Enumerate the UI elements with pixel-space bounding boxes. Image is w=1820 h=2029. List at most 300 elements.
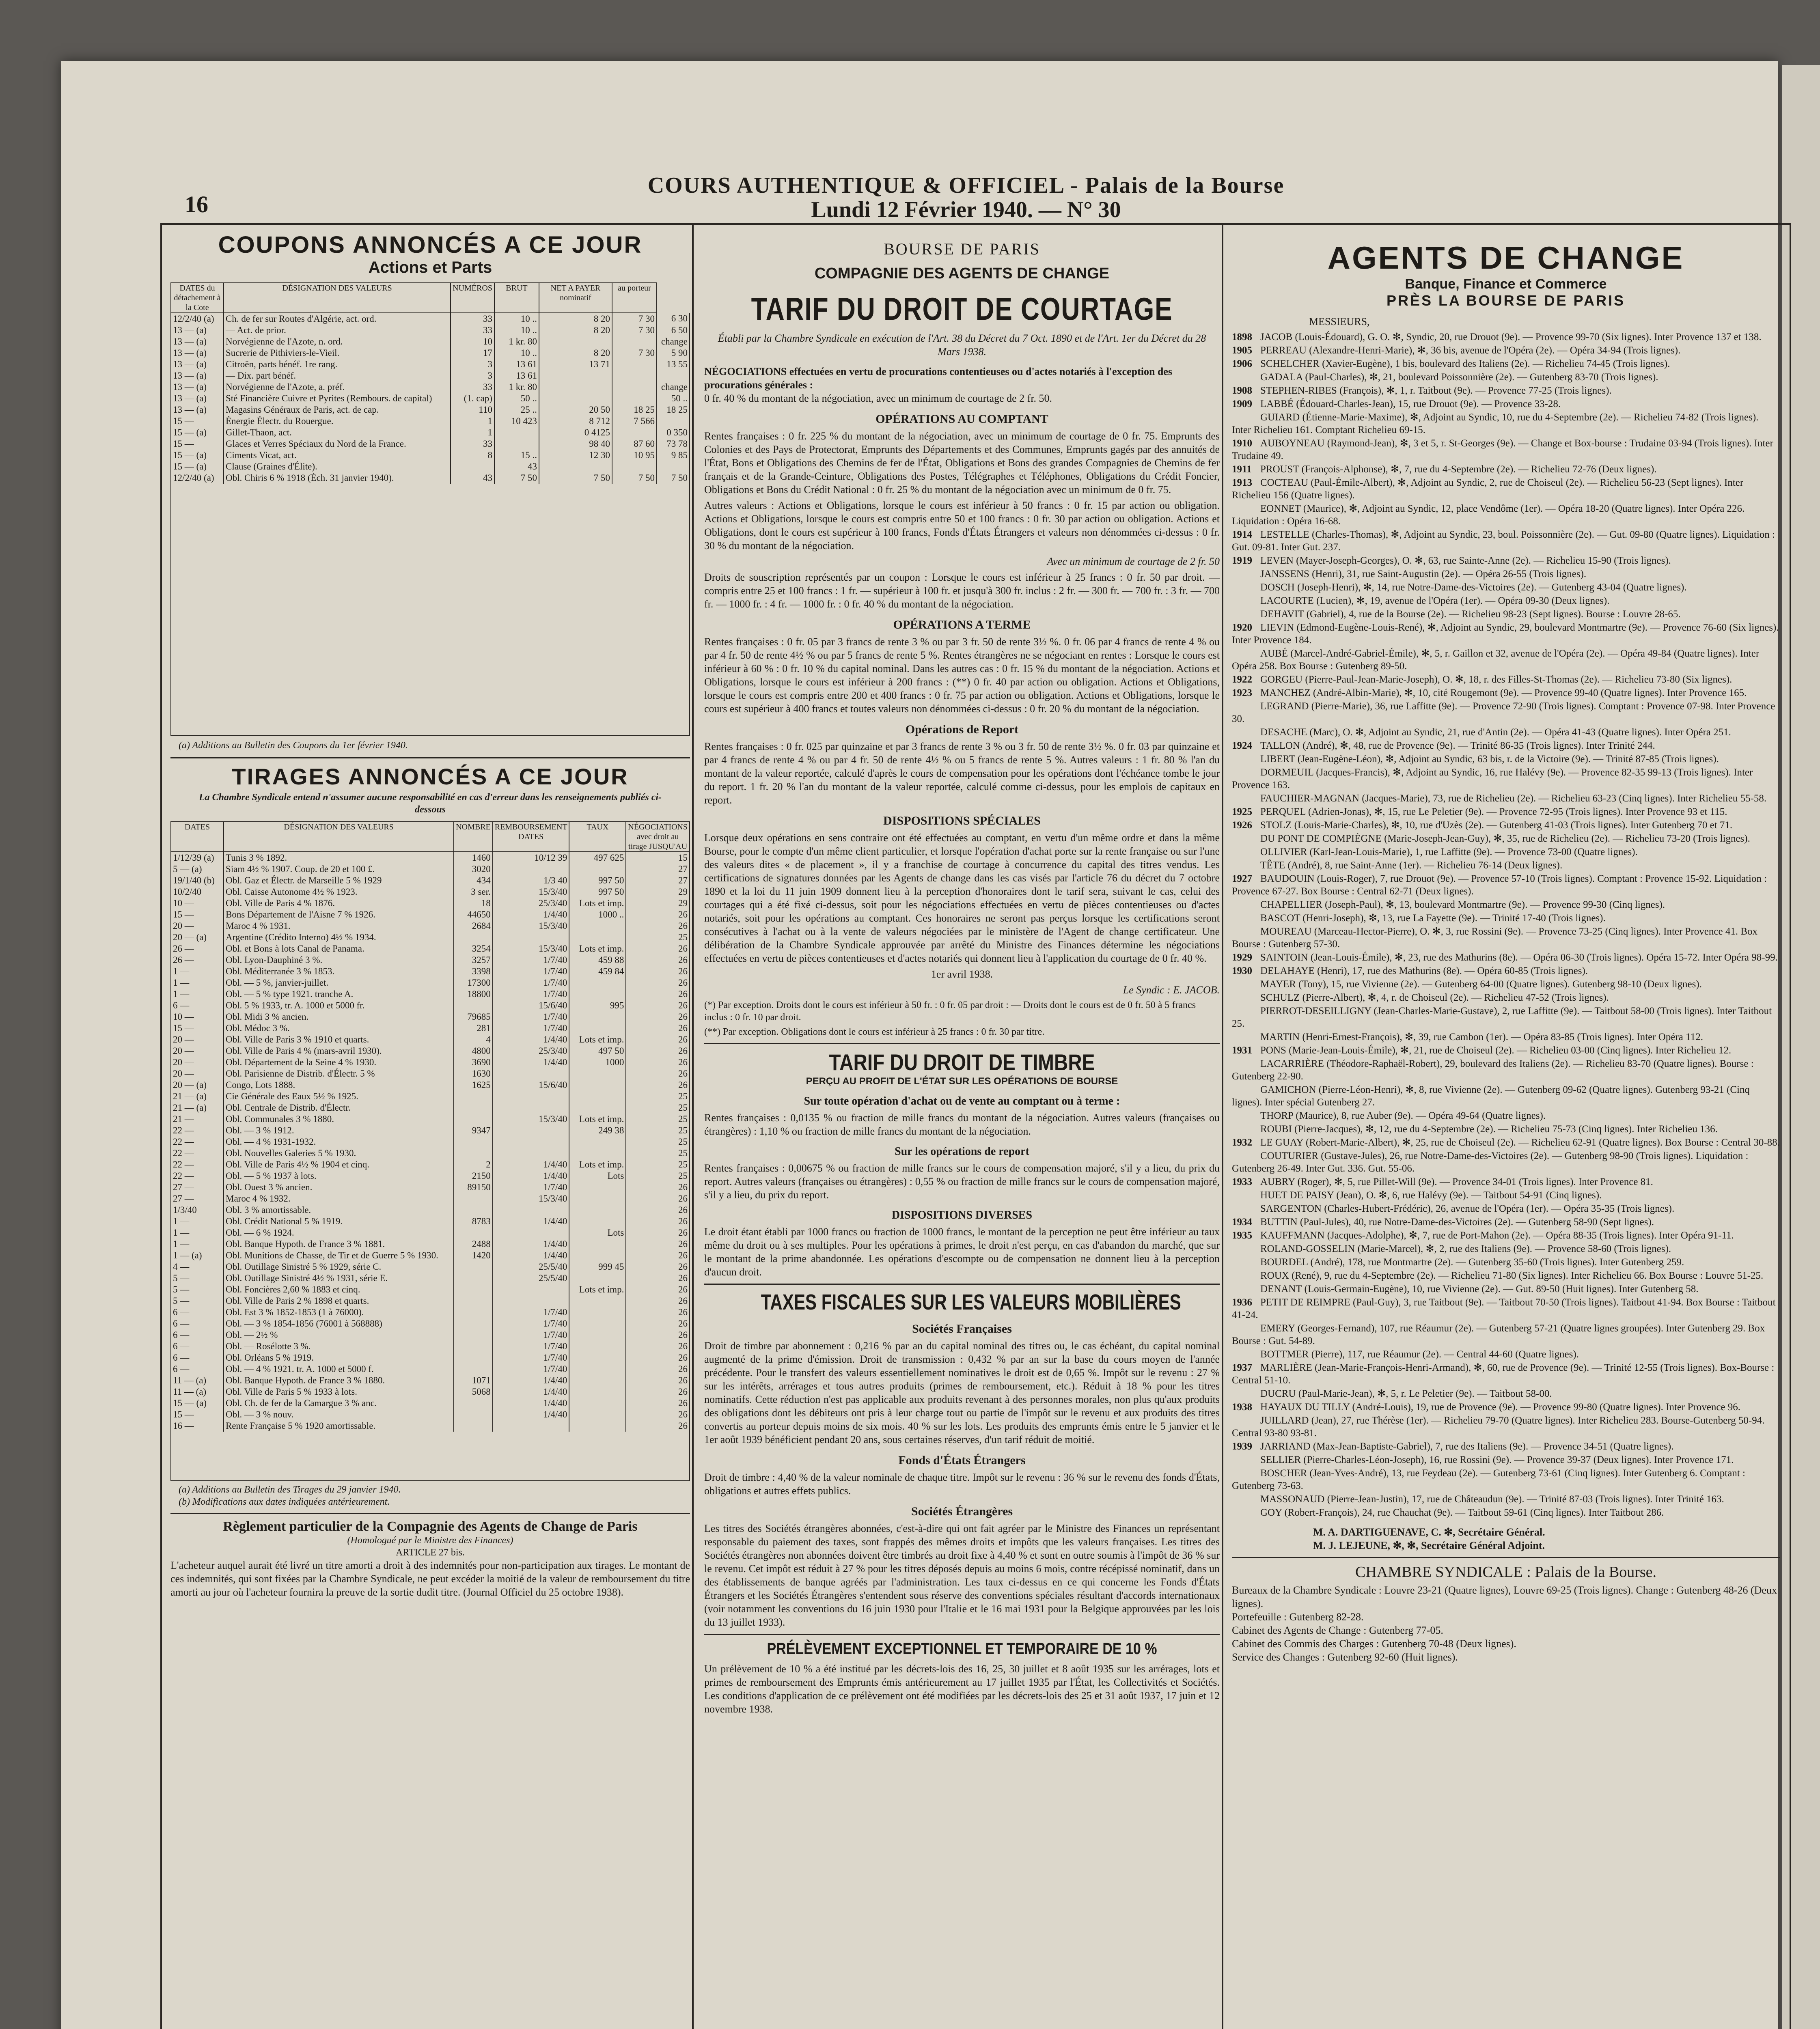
- tirages-cell: [454, 1318, 493, 1329]
- agent-entry: [1232, 1044, 1780, 1057]
- taxes-title: TAXES FISCALES SUR LES VALEURS MOBILIÈRES: [761, 1290, 1181, 1314]
- tirages-cell: 26: [626, 1182, 690, 1193]
- tirages-cell: [454, 1329, 493, 1341]
- agents-secretaire: M. A. DARTIGUENAVE, C. ✻, Secrétaire Général.: [1313, 1526, 1545, 1538]
- tirages-row: [171, 864, 690, 875]
- divider: [704, 1043, 1220, 1044]
- tirages-cell: 1/7/40: [493, 966, 569, 977]
- tirages-cell: Obl. 5 % 1933, tr. A. 1000 et 5000 fr.: [224, 1000, 454, 1011]
- tirages-cell: 999 45: [569, 1261, 626, 1273]
- agent-entry: [1232, 1256, 1780, 1269]
- tirages-cell: [569, 977, 626, 989]
- chambre-title: CHAMBRE SYNDICALE : Palais de la Bourse.: [1355, 1564, 1657, 1581]
- agent-entry: [1232, 978, 1780, 991]
- coupons-cell: Glaces et Verres Spéciaux du Nord de la France.: [224, 438, 451, 450]
- tirages-cell: 1000: [569, 1057, 626, 1068]
- tirages-cell: 25: [626, 1159, 690, 1170]
- tirages-cell: [569, 1420, 626, 1432]
- tirages-cell: 3690: [454, 1057, 493, 1068]
- coupons-cell: [494, 438, 539, 450]
- coupons-cell: Magasins Généraux de Paris, act. de cap.: [224, 404, 451, 416]
- tirages-cell: 26: [626, 1307, 690, 1318]
- courtage-fn2: (**) Par exception. Obligations dont le cours est inférieur à 25 francs : 0 fr. 30 par titre.: [704, 1027, 1045, 1037]
- coupons-cell: 13 — (a): [171, 381, 224, 393]
- tirages-row: [171, 932, 690, 943]
- tirages-cell: 15/6/40: [493, 1079, 569, 1091]
- tirages-cell: 26: [626, 1409, 690, 1420]
- coupons-row: [171, 427, 690, 438]
- coupons-col-designation: DÉSIGNATION DES VALEURS: [224, 283, 451, 313]
- coupons-cell: 12 30: [539, 450, 612, 461]
- tirages-cell: [493, 1102, 569, 1114]
- agent-details: JARRIAND (Max-Jean-Baptiste-Gabriel), 7, rue des Italiens (9e). — Provence 34-51 (Quatre lignes).: [1260, 1441, 1674, 1452]
- tirages-cell: [454, 1409, 493, 1420]
- tirages-cell: 1 —: [171, 977, 224, 989]
- coupons-cell: [612, 381, 657, 393]
- agent-entry: [1232, 687, 1780, 699]
- agent-details: STOLZ (Louis-Marie-Charles), ✻, 10, rue d'Uzès (2e). — Gutenberg 41-03 (Trois lignes). Inter Gutenberg 70 et 71.: [1260, 820, 1733, 831]
- tirages-cell: Obl. — 3 % 1854-1856 (76001 à 568888): [224, 1318, 454, 1329]
- coupons-cell: 8 20: [539, 313, 612, 325]
- coupons-cell: Norvégienne de l'Azote, a. préf.: [224, 381, 451, 393]
- tirages-cell: 10/2/40: [171, 886, 224, 898]
- tirages-col-designation: DÉSIGNATION DES VALEURS: [224, 822, 454, 852]
- coupons-note: (a) Additions au Bulletin des Coupons du 1er février 1940.: [179, 740, 408, 751]
- agent-details: LIBERT (Jean-Eugène-Léon), ✻, Adjoint au Syndic, 63 bis, r. de la Victoire (9e). — Trinité 87-85 (Trois lignes).: [1260, 754, 1719, 765]
- tirages-cell: 1/7/40: [493, 1341, 569, 1352]
- tirages-cell: Lots: [569, 1227, 626, 1239]
- agent-details: GADALA (Paul-Charles), ✻, 21, boulevard Poissonnière (2e). — Gutenberg 83-70 (Trois lignes).: [1260, 372, 1658, 383]
- tirages-cell: [454, 1352, 493, 1363]
- courtage-title: TARIF DU DROIT DE COURTAGE: [751, 291, 1173, 327]
- coupons-cell: [539, 370, 612, 381]
- tirages-cell: Obl. — 3 % nouv.: [224, 1409, 454, 1420]
- coupons-row: [171, 450, 690, 461]
- courtage-p4: Rentes françaises : 0 fr. 05 par 3 francs de rente 3 % ou par 3 fr. 50 de rente 3½ %. 0 fr. 06 par 4 francs de rente 4 % ou par 4 fr. 50 de rente 4½ % ou par 5 francs de rente 5 %. Rentes étrangères ne se négociant en rentes : Lorsque le cours est inférieur à 60 % : 0 fr. 10 % du capital nominal. Dans les autres cas : 0 fr. 15 % du montant de la négociation. Actions et Obligations, lorsque le cours est inférieur à 200 francs : (**) 0 fr. 40 par action ou obligation. Actions et Obligations, lorsque le cours est compris entre 200 et 400 francs : 0 fr. 75 par action ou obligation. Actions et Obligations, lorsque le cours est supérieur à 400 francs et toutes valeurs non dénommées ci-dessus : 0 fr. 20 % du montant de la négociation.: [704, 636, 1220, 715]
- agent-year: 1937: [1232, 1362, 1252, 1373]
- coupons-cell: 33: [451, 381, 494, 393]
- coupons-cell: 9 85: [657, 450, 690, 461]
- tirages-cell: 20 — (a): [171, 932, 224, 943]
- tirages-cell: 6 —: [171, 1318, 224, 1329]
- tirages-cell: 26: [626, 1227, 690, 1239]
- tirages-cell: 5 —: [171, 1273, 224, 1284]
- tirages-cell: Obl. Foncières 2,60 % 1883 et cinq.: [224, 1284, 454, 1295]
- agent-entry: [1232, 1361, 1780, 1387]
- page-number: 16: [185, 191, 208, 218]
- tirages-cell: 26: [626, 1034, 690, 1045]
- tirages-cell: 22 —: [171, 1159, 224, 1170]
- agent-details: GUIARD (Étienne-Marie-Maxime), ✻, Adjoint au Syndic, 10, rue du 4-Septembre (2e). — Richelieu 74-82 (Trois lignes). Inter Richelieu 161. Comptant Richelieu 69-15.: [1232, 412, 1759, 435]
- tirages-cell: [569, 1250, 626, 1261]
- tirages-cell: [569, 1329, 626, 1341]
- tirages-cell: 15/3/40: [493, 920, 569, 932]
- tirages-cell: [569, 1386, 626, 1398]
- tirages-subtitle: La Chambre Syndicale entend n'assumer aucune responsabilité en cas d'erreur dans les renseignements publiés ci-dessous: [198, 792, 662, 815]
- tirages-cell: [569, 1239, 626, 1250]
- tirages-cell: 20 —: [171, 1034, 224, 1045]
- coupons-cell: 33: [451, 325, 494, 336]
- agent-entry: [1232, 912, 1780, 924]
- agent-details: MANCHEZ (André-Albin-Marie), ✻, 10, cité Rougemont (9e). — Provence 99-40 (Quatre lignes). Inter Provence 165.: [1260, 687, 1747, 698]
- tirages-cell: 1 — (a): [171, 1250, 224, 1261]
- tirages-cell: 6 —: [171, 1341, 224, 1352]
- chambre-line: Bureaux de la Chambre Syndicale : Louvre 23-21 (Quatre lignes), Louvre 69-25 (Trois lignes). Change : Gutenberg 48-26 (Deux lignes).: [1232, 1584, 1777, 1609]
- agent-entry: [1232, 568, 1780, 580]
- tirages-cell: [493, 1420, 569, 1432]
- agent-details: EONNET (Maurice), ✻, Adjoint au Syndic, 12, place Vendôme (1er). — Opéra 18-20 (Quatre lignes). Inter Opéra 226. Liquidation : Opéra 16-68.: [1232, 503, 1745, 527]
- tirages-cell: [493, 932, 569, 943]
- tirages-cell: 26: [626, 909, 690, 920]
- coupons-cell: 7 50: [494, 472, 539, 484]
- agent-year: 1911: [1232, 464, 1252, 475]
- tirages-cell: 26 —: [171, 954, 224, 966]
- tirages-cell: Obl. Caisse Autonome 4½ % 1923.: [224, 886, 454, 898]
- tirages-cell: 1/4/40: [493, 1057, 569, 1068]
- agent-details: JUILLARD (Jean), 27, rue Thérèse (1er). — Richelieu 79-70 (Quatre lignes). Inter Richelieu 283. Bourse-Gutenberg 50-94. Central 93-80 93-81.: [1232, 1415, 1765, 1439]
- tirages-cell: [454, 1204, 493, 1216]
- coupons-cell: 10: [451, 336, 494, 347]
- tirages-cell: 26: [626, 1341, 690, 1352]
- tirages-cell: [454, 1341, 493, 1352]
- tirages-cell: [569, 1295, 626, 1307]
- timbre-title: TARIF DU DROIT DE TIMBRE: [829, 1049, 1095, 1075]
- coupons-cell: 12/2/40 (a): [171, 313, 224, 325]
- tirages-cell: 25/5/40: [493, 1261, 569, 1273]
- tirages-col-dates: REMBOURSEMENT DATES: [493, 822, 569, 852]
- agents-sub2: PRÈS LA BOURSE DE PARIS: [1386, 292, 1626, 309]
- tirages-cell: 15: [626, 852, 690, 864]
- tirages-cell: [569, 1409, 626, 1420]
- agents-list: [1232, 331, 1780, 1519]
- agent-details: JANSSENS (Henri), 31, rue Saint-Augustin (2e). — Opéra 26-55 (Trois lignes).: [1260, 569, 1587, 579]
- tirages-cell: 25: [626, 1148, 690, 1159]
- divider: [1232, 1557, 1780, 1558]
- tirages-cell: 1/7/40: [493, 1363, 569, 1375]
- agent-entry: [1232, 1189, 1780, 1202]
- agent-details: BASCOT (Henri-Joseph), ✻, 13, rue La Fayette (9e). — Trinité 17-40 (Trois lignes).: [1260, 913, 1606, 924]
- column-rule: [692, 223, 694, 2029]
- tirages-cell: Obl. Munitions de Chasse, de Tir et de Guerre 5 % 1930.: [224, 1250, 454, 1261]
- tirages-cell: 5 —: [171, 1295, 224, 1307]
- tirages-row: [171, 1363, 690, 1375]
- tirages-cell: 6 —: [171, 1363, 224, 1375]
- agent-entry: [1232, 872, 1780, 898]
- tirages-cell: 1 —: [171, 1227, 224, 1239]
- tirages-cell: [569, 1307, 626, 1318]
- agent-details: MAYER (Tony), 15, rue Vivienne (2e). — Gutenberg 64-00 (Quatre lignes). Gutenberg 98-10 (Deux lignes).: [1260, 979, 1702, 990]
- tirages-cell: 26: [626, 1375, 690, 1386]
- reglement-article: ARTICLE 27 bis.: [396, 1547, 465, 1558]
- tirages-cell: Obl. — 6 % 1924.: [224, 1227, 454, 1239]
- tirages-cell: 26: [626, 920, 690, 932]
- tirages-cell: 26: [626, 943, 690, 954]
- coupons-cell: 13 — (a): [171, 393, 224, 404]
- coupons-cell: 7 30: [612, 313, 657, 325]
- tirages-row: [171, 1307, 690, 1318]
- agent-entry: [1232, 1005, 1780, 1030]
- coupons-cell: 0 350: [657, 427, 690, 438]
- tirages-cell: 11 — (a): [171, 1386, 224, 1398]
- tirages-cell: 89150: [454, 1182, 493, 1193]
- timbre-p2: Rentes françaises : 0,00675 % ou fraction de mille francs sur le cours de compensation majoré, s'il y a lieu, du prix du report. Autres valeurs (françaises ou étrangères) : 0,55 % ou fraction de mille francs sur le cours de compensation majoré, s'il y a lieu, du prix du report.: [704, 1162, 1220, 1201]
- tirages-row: [171, 1284, 690, 1295]
- tirages-cell: [569, 1079, 626, 1091]
- tirages-cell: Obl. Banque Hypoth. de France 3 % 1880.: [224, 1375, 454, 1386]
- tirages-cell: [493, 864, 569, 875]
- tirages-row: [171, 886, 690, 898]
- tirages-cell: Siam 4½ % 1907. Coup. de 20 et 100 £.: [224, 864, 454, 875]
- coupons-cell: Ciments Vicat, act.: [224, 450, 451, 461]
- coupons-cell: 13 61: [494, 359, 539, 370]
- tirages-cell: 25: [626, 1170, 690, 1182]
- coupons-cell: [657, 416, 690, 427]
- chambre-line: Cabinet des Agents de Change : Gutenberg 77-05.: [1232, 1624, 1443, 1636]
- tirages-row: [171, 1125, 690, 1136]
- coupons-row: [171, 381, 690, 393]
- agent-entry: [1232, 766, 1780, 791]
- courtage-p3: Droits de souscription représentés par un coupon : Lorsque le cours est inférieur à 25 francs : 0 fr. 50 par droit. — compris entre 25 et 100 francs : 1 fr. — supérieur à 100 fr. et jusqu'à 300 fr. inclus : 2 fr. — 300 fr. — 700 fr. : 3 fr. — 700 fr. — 1000 fr. : 4 fr. — 1000 fr. : 0 fr. 40 % du montant de la négociation.: [704, 571, 1220, 610]
- coupons-cell: 18 25: [612, 404, 657, 416]
- agent-entry: [1232, 1031, 1780, 1043]
- chambre-line: Service des Changes : Gutenberg 92-60 (Huit lignes).: [1232, 1651, 1458, 1663]
- tirages-cell: Obl. Crédit National 5 % 1919.: [224, 1216, 454, 1227]
- coupons-row: [171, 325, 690, 336]
- tirages-cell: 26: [626, 1193, 690, 1204]
- coupons-row: [171, 347, 690, 359]
- reglement-title: Règlement particulier de la Compagnie des Agents de Change de Paris: [223, 1519, 638, 1534]
- coupons-cell: Citroën, parts bénéf. 1re rang.: [224, 359, 451, 370]
- coupons-col-date: DATES du détachement à la Cote: [171, 283, 224, 313]
- tirages-col-nombre: NOMBRE: [454, 822, 493, 852]
- tirages-cell: [493, 1204, 569, 1216]
- tirages-cell: [454, 1114, 493, 1125]
- coupons-cell: 1: [451, 427, 494, 438]
- coupons-row: [171, 472, 690, 484]
- agent-details: LESTELLE (Charles-Thomas), ✻, Adjoint au Syndic, 23, boul. Poissonnière (2e). — Gut. 09-80 (Quatre lignes). Liquidation : Gut. 09-81. Inter Gut. 237.: [1232, 529, 1775, 553]
- tirages-cell: 3257: [454, 954, 493, 966]
- agent-year: 1933: [1232, 1176, 1252, 1187]
- agent-details: DESACHE (Marc), O. ✻, Adjoint au Syndic, 21, rue d'Antin (2e). — Opéra 41-43 (Quatre lignes). Inter Opéra 251.: [1260, 727, 1731, 738]
- tirages-cell: Obl. — 5 % type 1921. tranche A.: [224, 989, 454, 1000]
- coupons-cell: 3: [451, 370, 494, 381]
- tirages-row: [171, 1261, 690, 1273]
- tirages-cell: 1/4/40: [493, 1375, 569, 1386]
- tirages-cell: 997 50: [569, 886, 626, 898]
- tirages-cell: [569, 1375, 626, 1386]
- tirages-cell: [569, 1216, 626, 1227]
- tirages-cell: 6 —: [171, 1307, 224, 1318]
- tirages-row: [171, 1409, 690, 1420]
- agent-details: HUET DE PAISY (Jean), O. ✻, 6, rue Halévy (9e). — Taitbout 54-91 (Cinq lignes).: [1260, 1190, 1602, 1201]
- tirages-cell: Obl. 3 % amortissable.: [224, 1204, 454, 1216]
- coupons-cell: 13 — (a): [171, 404, 224, 416]
- section-report: Opérations de Report: [905, 723, 1019, 736]
- tirages-cell: 3 ser.: [454, 886, 493, 898]
- tirages-cell: 29: [626, 898, 690, 909]
- agent-entry: [1232, 859, 1780, 872]
- tirages-cell: 26: [626, 1273, 690, 1284]
- tirages-cell: 1/7/40: [493, 1023, 569, 1034]
- agent-entry: [1232, 673, 1780, 686]
- coupons-cell: [612, 461, 657, 472]
- coupons-cell: Clause (Graines d'Élite).: [224, 461, 451, 472]
- agent-details: MASSONAUD (Pierre-Jean-Justin), 17, rue de Châteaudun (9e). — Trinité 87-03 (Trois lignes). Inter Trinité 163.: [1260, 1494, 1724, 1505]
- tirages-cell: 10 —: [171, 1011, 224, 1023]
- coupons-cell: Obl. Chiris 6 % 1918 (Éch. 31 janvier 1940).: [224, 472, 451, 484]
- agent-details: OLLIVIER (Karl-Jean-Louis-Marie), 1, rue Laffitte (9e). — Provence 73-00 (Quatre lignes).: [1260, 846, 1638, 857]
- agent-entry: [1232, 965, 1780, 977]
- coupons-table: [170, 282, 690, 484]
- tirages-cell: 1/12/39 (a): [171, 852, 224, 864]
- coupons-cell: [657, 461, 690, 472]
- agent-details: GORGEU (Pierre-Paul-Jean-Marie-Joseph), O. ✻, 18, r. des Filles-St-Thomas (2e). — Richelieu 73-80 (Six lignes).: [1260, 674, 1732, 685]
- coupons-table-blank: [170, 484, 690, 736]
- tirages-cell: Lots et imp.: [569, 1114, 626, 1125]
- tirages-cell: 1/7/40: [493, 1352, 569, 1363]
- agent-details: BOTTMER (Pierre), 117, rue Réaumur (2e). — Central 44-60 (Quatre lignes).: [1260, 1349, 1579, 1360]
- tirages-row: [171, 1386, 690, 1398]
- coupons-cell: 8 712: [539, 416, 612, 427]
- tirages-cell: 1/4/40: [493, 1386, 569, 1398]
- tirages-cell: Tunis 3 % 1892.: [224, 852, 454, 864]
- coupons-cell: 43: [451, 472, 494, 484]
- tirages-cell: 2: [454, 1159, 493, 1170]
- tirages-cell: 26: [626, 954, 690, 966]
- tirages-cell: 11 — (a): [171, 1375, 224, 1386]
- tirages-row: [171, 1091, 690, 1102]
- bourse-label: BOURSE DE PARIS: [884, 240, 1040, 258]
- tirages-cell: [454, 1284, 493, 1295]
- tirages-col-negociations: NÉGOCIATIONS avec droit au tirage JUSQU'AU: [626, 822, 690, 852]
- tirages-cell: [569, 1318, 626, 1329]
- coupons-row: [171, 438, 690, 450]
- tirages-cell: 15 —: [171, 1409, 224, 1420]
- tirages-cell: 3020: [454, 864, 493, 875]
- tirages-cell: [493, 1125, 569, 1136]
- agent-entry: [1232, 1387, 1780, 1400]
- section-comptant: OPÉRATIONS AU COMPTANT: [875, 412, 1048, 426]
- tirages-cell: 1/4/40: [493, 1034, 569, 1045]
- tirages-cell: [569, 1023, 626, 1034]
- tirages-row: [171, 1057, 690, 1068]
- taxes-s1: Sociétés Françaises: [912, 1322, 1012, 1335]
- coupons-cell: 33: [451, 313, 494, 325]
- tirages-cell: 4 —: [171, 1261, 224, 1273]
- tirages-cell: 5068: [454, 1386, 493, 1398]
- tirages-cell: 2150: [454, 1170, 493, 1182]
- tirages-cell: [454, 1363, 493, 1375]
- tirages-cell: 26: [626, 1318, 690, 1329]
- taxes-p3: Les titres des Sociétés étrangères abonnées, c'est-à-dire qui ont fait agréer par le Ministre des Finances un représentant responsable du paiement des taxes, sont frappés des mêmes droits et impôts que les valeurs françaises. Les titres des Sociétés étrangères non abonnées doivent être timbrés au droit fixe à 4,40 % et sont en outre soumis à l'impôt de 36 % sur le revenu. Cet impôt est réduit à 27 % pour les titres déposés depuis au moins 6 mois, contre récépissé nominatif, dans un des établissements de banque agréés par l'administration. Les taux ci-dessus en ce qui concerne les Fonds d'États Étrangers et les Sociétés Étrangères s'entendent sous réserve des conventions spéciales résultant d'accords internationaux (voir notamment les conventions du 16 juin 1930 pour l'Italie et le 16 mai 1931 pour la Belgique approuvées par les lois du 13 juillet 1933).: [704, 1523, 1220, 1628]
- coupons-cell: change: [657, 381, 690, 393]
- coupons-cell: Norvégienne de l'Azote, n. ord.: [224, 336, 451, 347]
- tirages-cell: [454, 1000, 493, 1011]
- agent-year: 1924: [1232, 740, 1252, 751]
- coupons-cell: 7 30: [612, 347, 657, 359]
- agent-details: TÊTE (André), 8, rue Saint-Anne (1er). — Richelieu 76-14 (Deux lignes).: [1260, 860, 1563, 871]
- agent-year: 1932: [1232, 1137, 1252, 1148]
- prelev-title: PRÉLÈVEMENT EXCEPTIONNEL ET TEMPORAIRE DE 10 %: [767, 1640, 1157, 1658]
- tirages-row: [171, 1102, 690, 1114]
- agent-entry: [1232, 554, 1780, 567]
- reglement-text: L'acheteur auquel aurait été livré un titre amorti a droit à des indemnités pour non-participation aux tirages. Le montant de ces indemnités, qui sont fixées par la Chambre Syndicale, ne peut excéder la moitié de la valeur de remboursement du titre amorti au jour où l'acheteur fournira la preuve de la sortie dudit titre. (Journal Officiel du 25 octobre 1938).: [170, 1559, 690, 1598]
- tirages-cell: 1/4/40: [493, 1216, 569, 1227]
- tirages-cell: 997 50: [569, 875, 626, 886]
- courtage-p1: Rentes françaises : 0 fr. 225 % du montant de la négociation, avec un minimum de courtage de 0 fr. 75. Emprunts des Colonies et des Pays de Protectorat, Emprunts des Départements et des Communes, Emprunts gagés par des annuités de l'État, Bons et Obligations des Chemins de fer de l'État, Obligations et Bons des grandes Compagnies de Chemins de fer français et de la Grande-Ceinture, Obligations des Postes, Télégraphes et Téléphones, Obligations du Crédit Foncier, Obligations et Bons du Crédit National : 0 fr. 25 % du montant de la négociation avec un minimum de 0 fr. 75.: [704, 430, 1220, 495]
- coupons-cell: 1: [451, 416, 494, 427]
- courtage-neg: NÉGOCIATIONS effectuées en vertu de procurations contentieuses ou d'actes notariés à l'exception des procurations générales :: [704, 366, 1173, 391]
- coupons-cell: — Dix. part bénéf.: [224, 370, 451, 381]
- agent-entry: [1232, 1440, 1780, 1453]
- tirages-cell: 1/7/40: [493, 1011, 569, 1023]
- tirages-row: [171, 1170, 690, 1182]
- tirages-row: [171, 1375, 690, 1386]
- coupons-cell: [657, 370, 690, 381]
- tirages-cell: 1/7/40: [493, 989, 569, 1000]
- agent-details: AUBÉ (Marcel-André-Gabriel-Émile), ✻, 5, r. Gaillon et 32, avenue de l'Opéra (2e). — Opéra 49-84 (Quatre lignes). Inter Opéra 258. Box Bourse : Gutenberg 89-50.: [1232, 648, 1760, 672]
- agent-year: 1920: [1232, 622, 1252, 633]
- tirages-cell: Obl. — 4 % 1931-1932.: [224, 1136, 454, 1148]
- agent-details: GOY (Robert-François), 24, rue Chauchat (9e). — Taitbout 59-61 (Cinq lignes). Inter Taitbout 286.: [1260, 1507, 1664, 1518]
- agent-year: 1939: [1232, 1441, 1252, 1452]
- tirages-cell: 27 —: [171, 1193, 224, 1204]
- coupons-col-nominatif: NET A PAYER nominatif: [539, 283, 612, 313]
- coupons-col-numero: NUMÉROS: [451, 283, 494, 313]
- tirages-cell: 10/12 39: [493, 852, 569, 864]
- tirages-cell: 22 —: [171, 1148, 224, 1159]
- tirages-row: [171, 1034, 690, 1045]
- tirages-cell: 434: [454, 875, 493, 886]
- tirages-cell: [569, 1352, 626, 1363]
- tirages-cell: 79685: [454, 1011, 493, 1023]
- divider: [704, 1634, 1220, 1635]
- agent-entry: [1232, 700, 1780, 725]
- chambre-line: Cabinet des Commis des Charges : Gutenberg 70-48 (Deux lignes).: [1232, 1638, 1516, 1650]
- agent-entry: [1232, 371, 1780, 383]
- agent-entry: [1232, 898, 1780, 911]
- agent-entry: [1232, 1058, 1780, 1083]
- agent-entry: [1232, 1229, 1780, 1242]
- agent-details: SCHULZ (Pierre-Albert), ✻, 4, r. de Choiseul (2e). — Richelieu 47-52 (Trois lignes).: [1260, 992, 1609, 1003]
- agent-details: ROLAND-GOSSELIN (Marie-Marcel), ✻, 2, rue des Italiens (9e). — Provence 58-60 (Trois lignes).: [1260, 1243, 1671, 1254]
- agent-details: EMERY (Georges-Fernand), 107, rue Réaumur (2e). — Gutenberg 57-21 (Quatre lignes groupées). Inter Gutenberg 29. Box Bourse : Gut. 54-89.: [1232, 1323, 1765, 1346]
- tirages-cell: 26: [626, 1363, 690, 1375]
- agent-year: 1908: [1232, 385, 1252, 396]
- tirages-cell: 25: [626, 1114, 690, 1125]
- tirages-cell: [454, 1295, 493, 1307]
- tirages-cell: [569, 1011, 626, 1023]
- tirages-row: [171, 1341, 690, 1352]
- coupons-row: [171, 336, 690, 347]
- tirages-cell: Obl. Outillage Sinistré 4½ % 1931, série E.: [224, 1273, 454, 1284]
- agent-entry: [1232, 608, 1780, 620]
- tirages-cell: Obl. Est 3 % 1852-1853 (1 à 76000).: [224, 1307, 454, 1318]
- section-speciales: DISPOSITIONS SPÉCIALES: [883, 814, 1041, 827]
- agent-details: CHAPELLIER (Joseph-Paul), ✻, 13, boulevard Montmartre (9e). — Provence 99-30 (Cinq lignes).: [1260, 899, 1665, 910]
- tirages-cell: 4: [454, 1034, 493, 1045]
- tirages-row: [171, 1398, 690, 1409]
- tirages-row: [171, 1352, 690, 1363]
- coupons-cell: [539, 336, 612, 347]
- coupons-cell: [451, 461, 494, 472]
- timbre-p3: Le droit étant établi par 1000 francs ou fraction de 1000 francs, le montant de la perception ne peut être inférieur au taux même du droit ou à ses multiples. Pour les opérations à primes, le droit n'est perçu, en cas d'abandon du marché, que sur le montant de la prime abandonnée. Les opérations d'escompte ou de compensation ne donnent lieu à la perception d'aucun droit.: [704, 1226, 1220, 1278]
- tirages-cell: Obl. Centrale de Distrib. d'Électr.: [224, 1102, 454, 1114]
- agent-details: COCTEAU (Paul-Émile-Albert), ✻, Adjoint au Syndic, 2, rue de Choiseul (2e). — Richelieu 56-23 (Sept lignes). Inter Richelieu 156 (Quatre lignes).: [1232, 477, 1744, 501]
- agent-details: SELLIER (Pierre-Charles-Léon-Joseph), 16, rue Rossini (9e). — Provence 39-37 (Deux lignes). Inter Provence 171.: [1260, 1454, 1734, 1465]
- agent-entry: [1232, 832, 1780, 845]
- agent-year: 1926: [1232, 820, 1252, 831]
